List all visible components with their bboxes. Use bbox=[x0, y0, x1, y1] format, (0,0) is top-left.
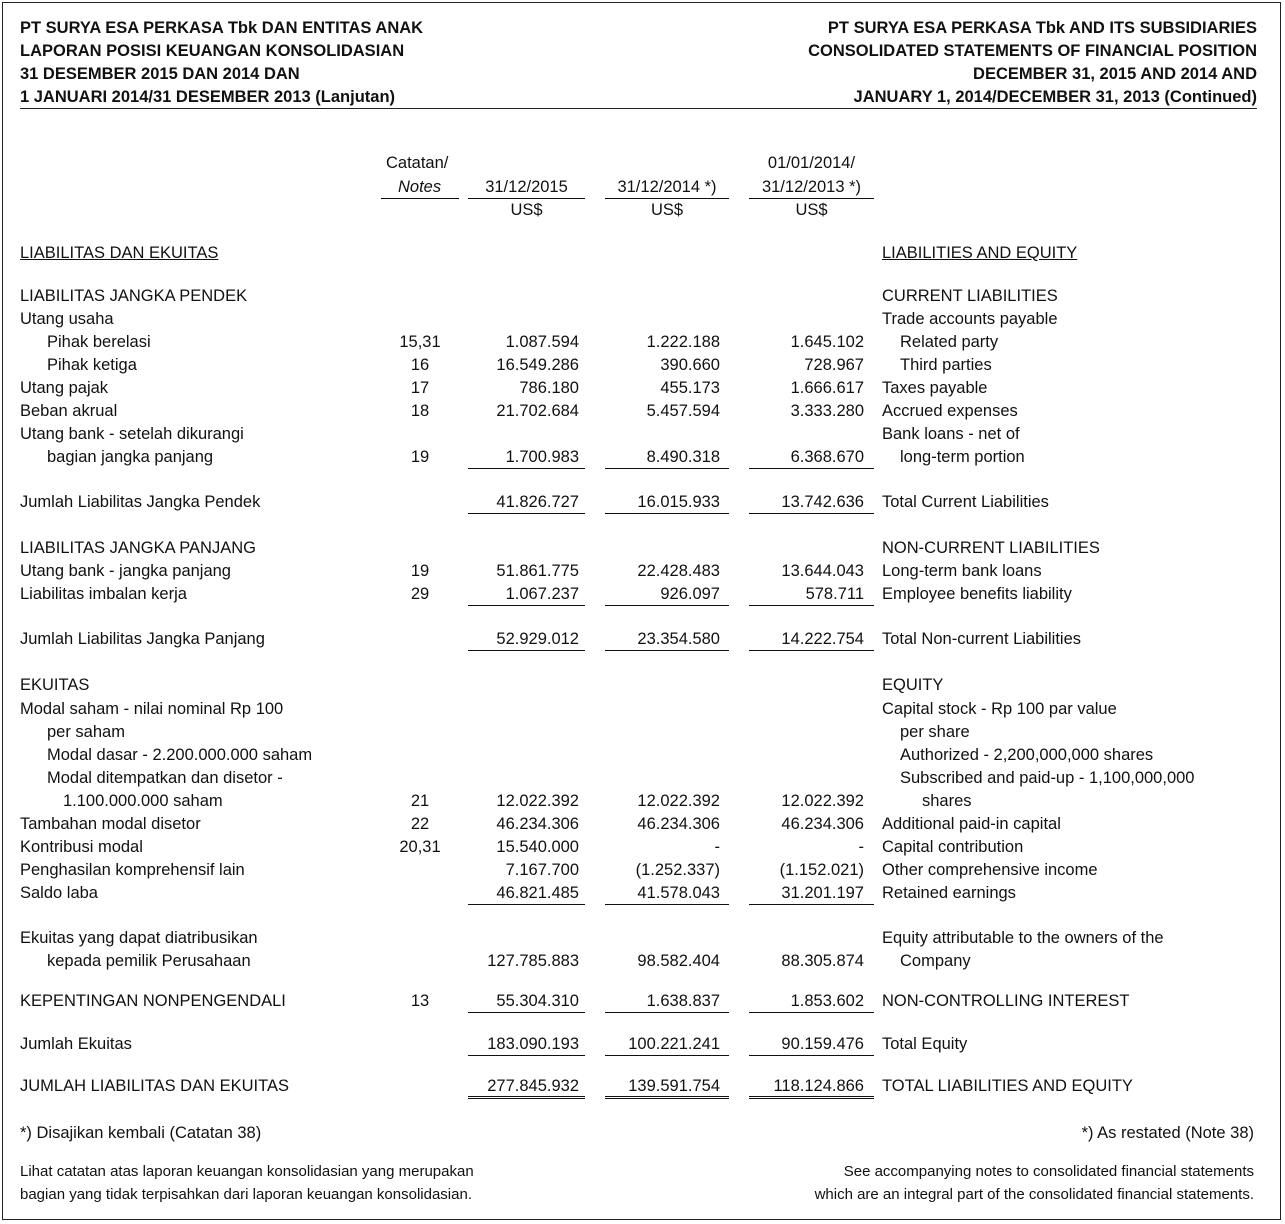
row-value-col2: 390.660 bbox=[660, 356, 720, 374]
row-value-col3: 13.742.636 bbox=[781, 493, 864, 511]
underline-col3 bbox=[749, 605, 874, 606]
row-value-col3: 1.853.602 bbox=[790, 992, 864, 1010]
row-value-col2: 98.582.404 bbox=[637, 952, 720, 970]
row-value-col3: 6.368.670 bbox=[790, 448, 864, 466]
row-label-id: Modal saham - nilai nominal Rp 100 bbox=[20, 700, 284, 718]
underline-col2 bbox=[605, 513, 729, 514]
row-value-col3: 12.022.392 bbox=[781, 792, 864, 810]
footer-note-en-line2: which are an integral part of the consolidated financial statements. bbox=[814, 1186, 1254, 1203]
row-value-col3: (1.152.021) bbox=[779, 861, 864, 879]
row-value-col2: 22.428.483 bbox=[637, 562, 720, 580]
row-label-en: EQUITY bbox=[882, 676, 944, 694]
row-label-id: LIABILITAS JANGKA PANJANG bbox=[20, 539, 256, 557]
row-label-en: Related party bbox=[900, 333, 999, 351]
row-label-id: Jumlah Ekuitas bbox=[20, 1035, 132, 1053]
underline-col3 bbox=[749, 1055, 874, 1056]
row-label-en: LIABILITIES AND EQUITY bbox=[882, 244, 1078, 262]
row-label-id: Modal ditempatkan dan disetor - bbox=[47, 769, 283, 787]
row-value-col2: 5.457.594 bbox=[646, 402, 720, 420]
row-label-en: Bank loans - net of bbox=[882, 425, 1020, 443]
row-note-ref: 21 bbox=[410, 792, 430, 810]
col2-header-rule bbox=[605, 198, 729, 199]
row-label-en: Capital stock - Rp 100 par value bbox=[882, 700, 1117, 718]
row-label-en: Total Equity bbox=[882, 1035, 968, 1053]
col3-header-line1: 01/01/2014/ bbox=[767, 154, 856, 172]
header-english bbox=[808, 17, 1257, 109]
restated-note-en: *) As restated (Note 38) bbox=[1081, 1124, 1254, 1142]
row-value-col3: 88.305.874 bbox=[781, 952, 864, 970]
row-note-ref: 22 bbox=[410, 815, 430, 833]
row-value-col2: 16.015.933 bbox=[637, 493, 720, 511]
row-label-en: CURRENT LIABILITIES bbox=[882, 287, 1058, 305]
row-value-col1: 1.700.983 bbox=[505, 448, 579, 466]
row-value-col2: 46.234.306 bbox=[637, 815, 720, 833]
row-label-id: 1.100.000.000 saham bbox=[63, 792, 223, 810]
row-value-col3: 118.124.866 bbox=[773, 1077, 864, 1095]
underline-col1 bbox=[468, 468, 585, 469]
row-value-col2: (1.252.337) bbox=[635, 861, 720, 879]
underline-col2 bbox=[605, 1055, 729, 1056]
row-label-id: Utang bank - jangka panjang bbox=[20, 562, 231, 580]
row-label-en: Total Non-current Liabilities bbox=[882, 630, 1082, 648]
row-value-col1: 1.087.594 bbox=[505, 333, 579, 351]
row-value-col3: 578.711 bbox=[805, 585, 864, 603]
col1-header-rule bbox=[468, 198, 585, 199]
row-note-ref: 19 bbox=[410, 448, 430, 466]
row-note-ref: 13 bbox=[410, 992, 430, 1010]
footer-note-id-line2: bagian yang tidak terpisahkan dari laporan keuangan konsolidasian. bbox=[20, 1186, 472, 1203]
underline-col3 bbox=[749, 650, 874, 651]
row-value-col3: 13.644.043 bbox=[781, 562, 864, 580]
row-value-col1: 16.549.286 bbox=[496, 356, 579, 374]
row-label-id: LIABILITAS JANGKA PENDEK bbox=[20, 287, 248, 305]
row-value-col2: 926.097 bbox=[660, 585, 720, 603]
row-value-col2: 455.173 bbox=[660, 379, 720, 397]
col3-header-line2: 31/12/2013 *) bbox=[761, 178, 862, 196]
row-label-id: KEPENTINGAN NONPENGENDALI bbox=[20, 992, 286, 1010]
row-label-en: Long-term bank loans bbox=[882, 562, 1042, 580]
row-value-col3: 728.967 bbox=[804, 356, 864, 374]
row-label-id: Modal dasar - 2.200.000.000 saham bbox=[47, 746, 313, 764]
underline-col1 bbox=[468, 605, 585, 606]
statement-date-en-2: JANUARY 1, 2014/DECEMBER 31, 2013 (Continued) bbox=[853, 88, 1257, 106]
row-label-en: Third parties bbox=[900, 356, 992, 374]
notes-header-line2: Notes bbox=[398, 178, 442, 196]
row-value-col1: 786.180 bbox=[519, 379, 579, 397]
company-name-id: PT SURYA ESA PERKASA Tbk DAN ENTITAS ANAK bbox=[20, 19, 424, 37]
row-label-en: Accrued expenses bbox=[882, 402, 1018, 420]
row-label-en: Equity attributable to the owners of the bbox=[882, 929, 1164, 947]
row-value-col2: 12.022.392 bbox=[637, 792, 720, 810]
row-value-col1: 55.304.310 bbox=[496, 992, 579, 1010]
row-label-en: Trade accounts payable bbox=[882, 310, 1058, 328]
row-label-id: JUMLAH LIABILITAS DAN EKUITAS bbox=[20, 1077, 289, 1095]
underline-col2 bbox=[605, 904, 729, 905]
row-label-en: NON-CURRENT LIABILITIES bbox=[882, 539, 1100, 557]
col1-currency: US$ bbox=[510, 201, 543, 219]
row-value-col2: 1.638.837 bbox=[646, 992, 720, 1010]
col1-header: 31/12/2015 bbox=[485, 178, 568, 196]
row-label-en: Retained earnings bbox=[882, 884, 1016, 902]
underline-col3 bbox=[749, 468, 874, 469]
row-value-col1: 277.845.932 bbox=[487, 1077, 579, 1095]
col2-header: 31/12/2014 *) bbox=[617, 178, 717, 196]
row-label-id: Saldo laba bbox=[20, 884, 98, 902]
row-label-en: Total Current Liabilities bbox=[882, 493, 1049, 511]
row-label-en: Employee benefits liability bbox=[882, 585, 1072, 603]
footer-note-id-line1: Lihat catatan atas laporan keuangan konsolidasian yang merupakan bbox=[20, 1163, 474, 1180]
footer-note-en bbox=[815, 1160, 1254, 1206]
row-label-id: Kontribusi modal bbox=[20, 838, 143, 856]
row-value-col2: 8.490.318 bbox=[646, 448, 720, 466]
underline-col1 bbox=[468, 1055, 585, 1056]
row-label-id: Ekuitas yang dapat diatribusikan bbox=[20, 929, 258, 947]
row-label-id: Tambahan modal disetor bbox=[20, 815, 201, 833]
underline-col2 bbox=[605, 468, 729, 469]
row-value-col1: 46.821.485 bbox=[496, 884, 579, 902]
row-label-id: Pihak berelasi bbox=[47, 333, 151, 351]
row-note-ref: 19 bbox=[410, 562, 430, 580]
double-underline-col3 bbox=[749, 1096, 874, 1099]
underline-col3 bbox=[749, 513, 874, 514]
row-value-col3: 46.234.306 bbox=[781, 815, 864, 833]
row-label-id: kepada pemilik Perusahaan bbox=[47, 952, 251, 970]
row-label-id: Liabilitas imbalan kerja bbox=[20, 585, 187, 603]
double-underline-col1 bbox=[468, 1096, 585, 1099]
underline-col1 bbox=[468, 513, 585, 514]
underline-col1 bbox=[468, 1012, 585, 1013]
row-label-en: Subscribed and paid-up - 1,100,000,000 bbox=[900, 769, 1195, 787]
notes-header-line1: Catatan/ bbox=[386, 154, 449, 172]
row-value-col1: 127.785.883 bbox=[487, 952, 579, 970]
row-value-col3: 1.666.617 bbox=[790, 379, 864, 397]
row-value-col2: 139.591.754 bbox=[628, 1077, 720, 1095]
footer-note-id bbox=[20, 1160, 474, 1206]
row-value-col2: 23.354.580 bbox=[637, 630, 720, 648]
row-value-col3: 14.222.754 bbox=[781, 630, 864, 648]
row-label-id: EKUITAS bbox=[20, 676, 90, 694]
row-value-col1: 183.090.193 bbox=[487, 1035, 579, 1053]
row-value-col1: 51.861.775 bbox=[496, 562, 579, 580]
row-label-en: long-term portion bbox=[900, 448, 1025, 466]
statement-date-en: DECEMBER 31, 2015 AND 2014 AND bbox=[973, 65, 1257, 83]
row-label-id: Jumlah Liabilitas Jangka Panjang bbox=[20, 630, 265, 648]
row-value-col3: 31.201.197 bbox=[781, 884, 864, 902]
underline-col1 bbox=[468, 650, 585, 651]
row-value-col1: 12.022.392 bbox=[496, 792, 579, 810]
row-label-en: Other comprehensive income bbox=[882, 861, 1098, 879]
statement-date-id-2: 1 JANUARI 2014/31 DESEMBER 2013 (Lanjutan) bbox=[20, 88, 396, 106]
underline-col3 bbox=[749, 1012, 874, 1013]
header-rule bbox=[20, 108, 1257, 109]
footer-note-en-line1: See accompanying notes to consolidated financial statements bbox=[843, 1163, 1254, 1180]
row-value-col3: - bbox=[858, 838, 864, 856]
underline-col2 bbox=[605, 650, 729, 651]
row-label-en: NON-CONTROLLING INTEREST bbox=[882, 992, 1130, 1010]
row-label-en: per share bbox=[900, 723, 970, 741]
row-value-col3: 1.645.102 bbox=[790, 333, 864, 351]
double-underline-col2 bbox=[605, 1096, 729, 1099]
col3-header-rule bbox=[749, 198, 874, 199]
row-value-col2: 100.221.241 bbox=[628, 1035, 720, 1053]
row-value-col2: 1.222.188 bbox=[646, 333, 720, 351]
statement-date-id: 31 DESEMBER 2015 DAN 2014 DAN bbox=[20, 65, 300, 83]
row-value-col1: 15.540.000 bbox=[496, 838, 579, 856]
underline-col2 bbox=[605, 1012, 729, 1013]
row-label-id: Utang usaha bbox=[20, 310, 114, 328]
row-value-col3: 90.159.476 bbox=[781, 1035, 864, 1053]
row-value-col1: 21.702.684 bbox=[496, 402, 579, 420]
company-name-en: PT SURYA ESA PERKASA Tbk AND ITS SUBSIDIARIES bbox=[827, 19, 1257, 37]
row-value-col1: 1.067.237 bbox=[505, 585, 579, 603]
row-note-ref: 20,31 bbox=[399, 838, 441, 856]
row-label-id: Utang bank - setelah dikurangi bbox=[20, 425, 244, 443]
row-label-en: TOTAL LIABILITIES AND EQUITY bbox=[882, 1077, 1133, 1095]
row-label-id: Pihak ketiga bbox=[47, 356, 137, 374]
col3-currency: US$ bbox=[795, 201, 828, 219]
row-value-col1: 46.234.306 bbox=[496, 815, 579, 833]
row-label-en: Additional paid-in capital bbox=[882, 815, 1061, 833]
underline-col1 bbox=[468, 904, 585, 905]
header-indonesian bbox=[20, 17, 423, 109]
row-label-en: Company bbox=[900, 952, 971, 970]
row-label-en: Authorized - 2,200,000,000 shares bbox=[900, 746, 1154, 764]
row-value-col2: 41.578.043 bbox=[637, 884, 720, 902]
restated-note-id: *) Disajikan kembali (Catatan 38) bbox=[20, 1124, 262, 1142]
row-value-col1: 52.929.012 bbox=[496, 630, 579, 648]
row-label-id: Penghasilan komprehensif lain bbox=[20, 861, 245, 879]
row-label-en: Capital contribution bbox=[882, 838, 1024, 856]
row-label-id: bagian jangka panjang bbox=[47, 448, 214, 466]
row-note-ref: 16 bbox=[410, 356, 430, 374]
row-label-id: per saham bbox=[47, 723, 125, 741]
row-note-ref: 17 bbox=[410, 379, 430, 397]
col2-currency: US$ bbox=[650, 201, 684, 219]
row-note-ref: 29 bbox=[410, 585, 430, 603]
row-label-en: shares bbox=[922, 792, 972, 810]
row-value-col1: 41.826.727 bbox=[496, 493, 579, 511]
row-note-ref: 18 bbox=[410, 402, 430, 420]
row-value-col2: - bbox=[714, 838, 720, 856]
row-label-id: Utang pajak bbox=[20, 379, 109, 397]
row-label-id: Jumlah Liabilitas Jangka Pendek bbox=[20, 493, 261, 511]
row-value-col1: 7.167.700 bbox=[505, 861, 579, 879]
row-note-ref: 15,31 bbox=[399, 333, 441, 351]
row-label-en: Taxes payable bbox=[882, 379, 988, 397]
underline-col3 bbox=[749, 904, 874, 905]
statement-title-en: CONSOLIDATED STATEMENTS OF FINANCIAL POSITION bbox=[808, 42, 1257, 60]
row-value-col3: 3.333.280 bbox=[790, 402, 864, 420]
underline-col2 bbox=[605, 605, 729, 606]
notes-header-rule bbox=[381, 198, 459, 199]
statement-title-id: LAPORAN POSISI KEUANGAN KONSOLIDASIAN bbox=[20, 42, 405, 60]
row-label-id: LIABILITAS DAN EKUITAS bbox=[20, 244, 219, 262]
row-label-id: Beban akrual bbox=[20, 402, 118, 420]
